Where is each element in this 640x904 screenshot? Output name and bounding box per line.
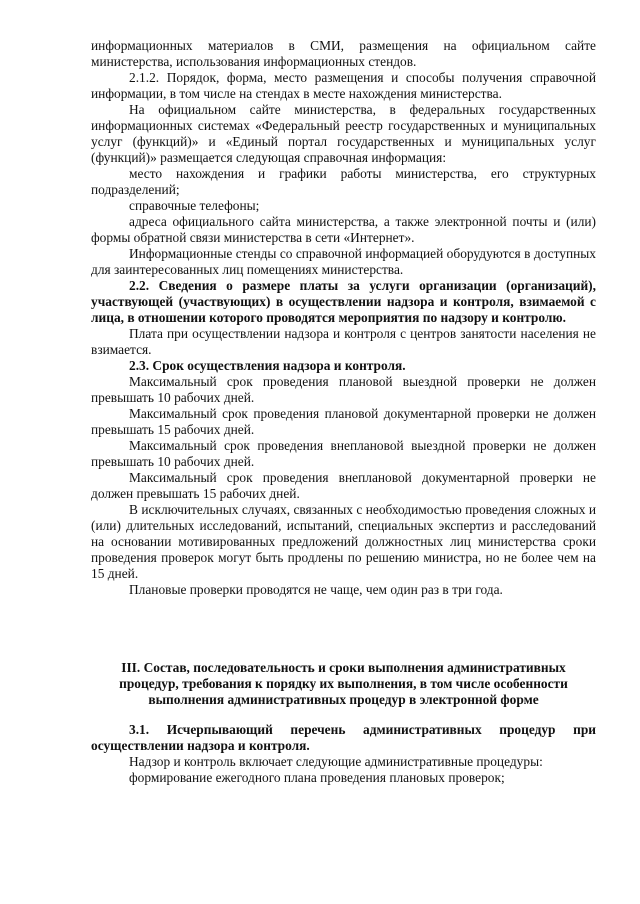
paragraph: место нахождения и графики работы министерства, его структурных подразделений;	[91, 166, 596, 197]
paragraph: Плановые проверки проводятся не чаще, чем один раз в три года.	[129, 582, 503, 597]
paragraph: Плата при осуществлении надзора и контроля с центров занятости населения не взимается.	[91, 326, 596, 357]
paragraph: справочные телефоны;	[129, 198, 260, 213]
paragraph: информационных материалов в СМИ, размещения на официальном сайте министерства, использования информационных стендов.	[91, 38, 596, 69]
section-heading-3-1: 3.1. Исчерпывающий перечень административных процедур при осуществлении надзора и контроля.	[91, 722, 596, 753]
paragraph: Надзор и контроль включает следующие административные процедуры:	[129, 754, 543, 769]
paragraph: Максимальный срок проведения плановой выездной проверки не должен превышать 10 рабочих дней.	[91, 374, 596, 405]
section-heading-2-3: 2.3. Срок осуществления надзора и контроля.	[129, 358, 406, 373]
paragraph: Максимальный срок проведения внеплановой документарной проверки не должен превышать 15 рабочих дней.	[91, 470, 596, 501]
paragraph: 2.1.2. Порядок, форма, место размещения и способы получения справочной информации, в том числе на стендах в месте нахождения министерства.	[91, 70, 596, 101]
paragraph: формирование ежегодного плана проведения плановых проверок;	[129, 770, 505, 785]
document-page	[91, 38, 596, 786]
paragraph: На официальном сайте министерства, в федеральных государственных информационных системах «Федеральный реестр государственных и муниципальных услуг (функций)» и «Единый портал государственных и муниципальных услуг (функций)» размещается следующая справочная информация:	[91, 102, 596, 165]
chapter-title: III. Состав, последовательность и сроки выполнения административных процедур, требования к порядку их выполнения, в том числе особенности выполнения административных процедур в электронной форме	[119, 660, 568, 707]
paragraph: Максимальный срок проведения внеплановой выездной проверки не должен превышать 10 рабочих дней.	[91, 438, 596, 469]
paragraph: Информационные стенды со справочной информацией оборудуются в доступных для заинтересованных лиц помещениях министерства.	[91, 246, 596, 277]
paragraph: Максимальный срок проведения плановой документарной проверки не должен превышать 15 рабочих дней.	[91, 406, 596, 437]
section-heading-2-2: 2.2. Сведения о размере платы за услуги организации (организаций), участвующей (участвующих) в осуществлении надзора и контроля, взимаемой с лица, в отношении которого проводятся мероприятия по надзору и контролю.	[91, 278, 596, 325]
paragraph: В исключительных случаях, связанных с необходимостью проведения сложных и (или) длительных исследований, испытаний, специальных экспертиз и расследований на основании мотивированных предложений должностных лиц министерства сроки проведения проверок могут быть продлены по решению министра, но не более чем на 15 дней.	[91, 502, 596, 581]
paragraph: адреса официального сайта министерства, а также электронной почты и (или) формы обратной связи министерства в сети «Интернет».	[91, 214, 596, 245]
